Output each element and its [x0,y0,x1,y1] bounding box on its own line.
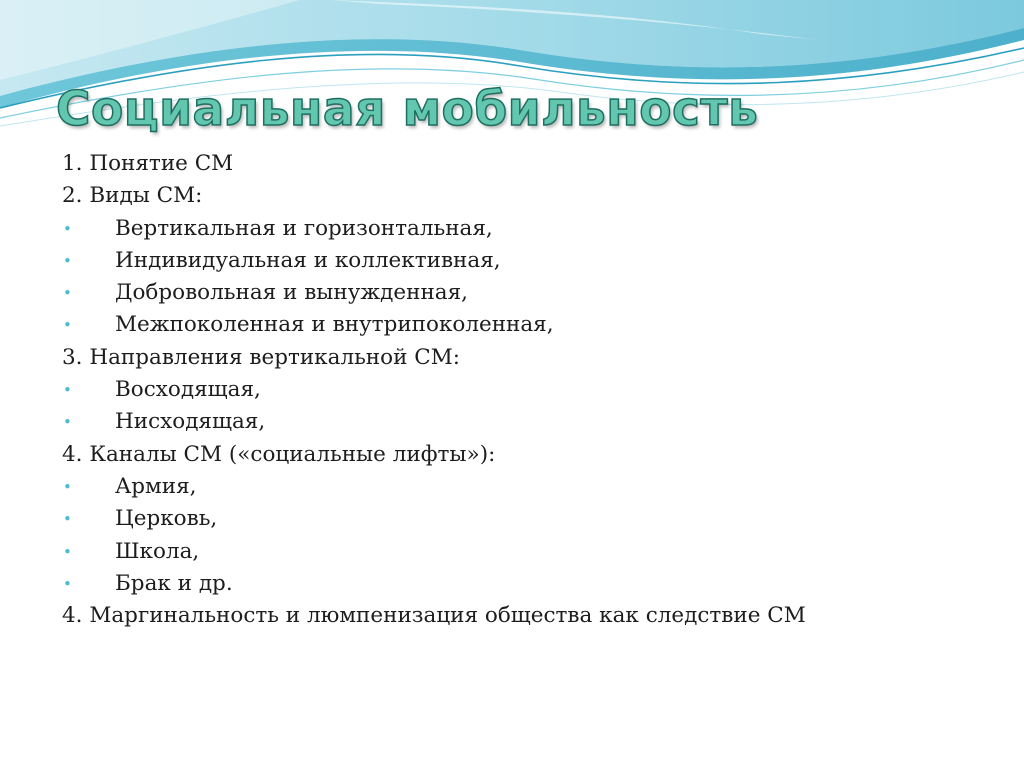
bullet-icon: • [63,477,72,496]
list-heading: 4. Каналы СМ («социальные лифты»): [62,441,496,467]
bullet-icon: • [63,219,72,238]
bullet-icon: • [63,413,72,432]
bullet-icon: • [63,574,72,593]
bullet-icon: • [63,542,72,561]
bullet-icon: • [63,284,72,303]
list-item [62,568,982,600]
bullet-icon: • [63,316,72,335]
list-item [62,309,982,341]
list-item [62,503,982,535]
list-item-text: Нисходящая, [115,409,266,435]
list-item [62,536,982,568]
list-item-text: Восходящая, [115,377,261,403]
content-list [62,148,982,632]
list-heading: 2. Виды СМ: [62,183,203,209]
list-item-text: Брак и др. [115,570,233,596]
list-item-text: Индивидуальная и коллективная, [115,247,501,273]
list-item [62,245,982,277]
list-item-text: Армия, [115,473,197,499]
bullet-icon: • [63,381,72,400]
list-item-text: Церковь, [115,506,218,532]
list-item [62,374,982,406]
list-heading: 4. Маргинальность и люмпенизация общества как следствие СМ [62,603,806,629]
list-item-text: Добровольная и вынужденная, [115,280,469,306]
list-item-text: Межпоколенная и внутрипоколенная, [115,312,554,338]
list-item [62,406,982,438]
list-heading: 1. Понятие СМ [62,151,234,176]
list-item [62,277,982,309]
list-item [62,213,982,245]
list-item [62,471,982,503]
slide-title: Социальная мобильность [56,82,759,137]
list-heading: 3. Направления вертикальной СМ: [62,344,460,370]
bullet-icon: • [63,251,72,270]
list-item-text: Вертикальная и горизонтальная, [115,215,493,241]
list-item-text: Школа, [115,538,200,564]
bullet-icon: • [63,510,72,529]
